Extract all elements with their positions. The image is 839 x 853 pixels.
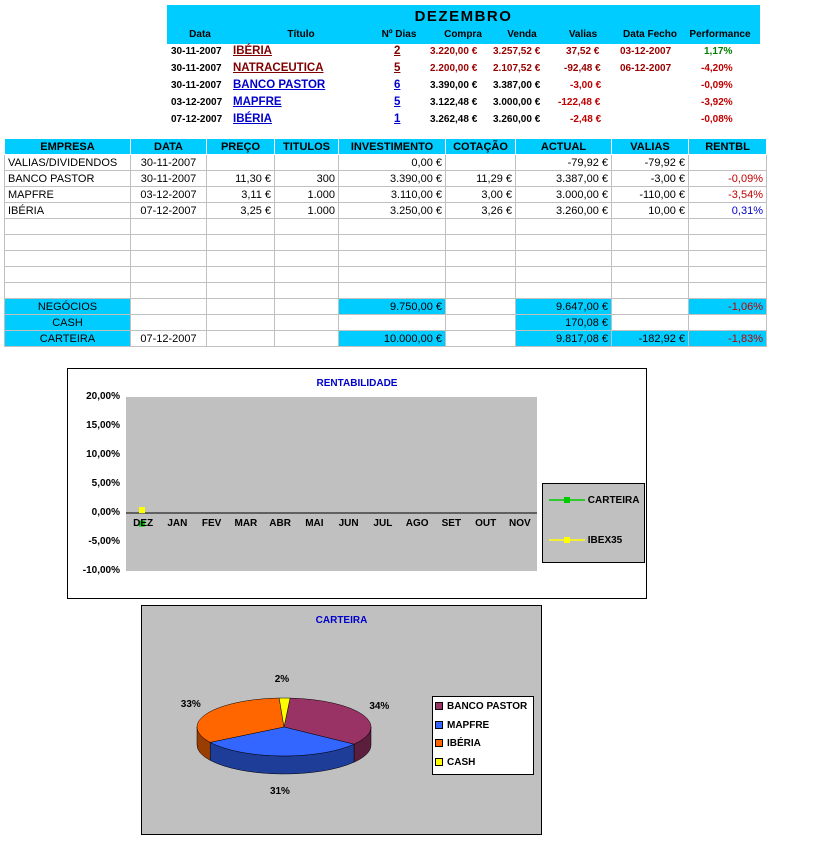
empty-cell[interactable] [5,219,131,235]
cell-rentbl[interactable]: -3,54% [689,187,767,203]
x-tick-label: JUL [373,518,393,529]
cell-investimento[interactable]: 3.250,00 € [339,203,446,219]
trade-close-date: 03-12-2007 [620,46,672,57]
empty-cell[interactable] [131,267,207,283]
empty-cell[interactable] [446,251,516,267]
empty-cell[interactable] [516,267,612,283]
empty-cell[interactable] [516,219,612,235]
x-tick-label: MAI [305,518,324,529]
legend-label: MAPFRE [447,719,490,731]
cell-data[interactable]: 30-11-2007 [131,171,207,187]
col-performance: Performance [689,29,751,40]
y-tick-label: 10,00% [86,449,120,460]
legend-item-banco-pastor [435,701,527,712]
empty-cell[interactable] [275,251,339,267]
trade-buy: 2.200,00 € [430,63,478,74]
table-row [5,155,767,171]
trade-row [167,61,760,78]
legend-item-cash [435,757,475,768]
header-empresa: EMPRESA [5,139,131,155]
empty-cell[interactable] [689,235,767,251]
table-row [5,171,767,187]
trade-date: 30-11-2007 [171,63,222,74]
col-valias: Valias [568,29,598,40]
summary-date[interactable] [131,299,207,315]
empty-cell[interactable] [689,219,767,235]
trade-date: 30-11-2007 [171,80,222,91]
trade-gain: -92,48 € [564,63,601,74]
cell-data[interactable]: 30-11-2007 [131,155,207,171]
trade-date: 03-12-2007 [171,97,223,108]
trade-days-link[interactable]: 5 [394,62,401,74]
header-valias: VALIAS [612,139,689,155]
data-point-ibex35 [139,507,145,513]
cell-valias[interactable]: -79,92 € [612,155,689,171]
legend-item-mapfre [435,720,489,731]
cell-titulos[interactable] [275,155,339,171]
cell-rentbl[interactable] [689,155,767,171]
empty-cell[interactable] [612,219,689,235]
summary-valias[interactable]: -182,92 € [612,331,689,347]
x-tick-label: AGO [405,518,429,529]
cell-empresa[interactable]: VALIAS/DIVIDENDOS [5,155,131,171]
cell-valias[interactable]: 10,00 € [612,203,689,219]
legend-item-carteira [549,495,639,506]
cell-data[interactable]: 07-12-2007 [131,203,207,219]
summary-label[interactable]: CARTEIRA [5,331,131,347]
cell-actual[interactable]: -79,92 € [516,155,612,171]
cell-empresa[interactable]: BANCO PASTOR [5,171,131,187]
trade-sell: 2.107,52 € [493,63,541,74]
cell-titulos[interactable]: 300 [275,171,339,187]
cell-empresa[interactable]: MAPFRE [5,187,131,203]
cell-investimento[interactable]: 3.110,00 € [339,187,446,203]
col-data: Data [189,29,211,40]
carteira-pie-chart[interactable] [141,605,542,835]
cell-preco[interactable] [207,155,275,171]
trade-date: 07-12-2007 [171,114,223,125]
plot-area [126,397,537,571]
col-titulo: Título [287,29,315,40]
trade-perf: -3,92% [701,97,733,108]
trade-perf: 1,17% [704,46,733,57]
summary-row-carteira [5,331,767,347]
portfolio-header-row [5,139,767,155]
empty-cell[interactable] [339,219,446,235]
header-data: DATA [131,139,207,155]
trade-perf: -0,08% [701,114,733,125]
cell-actual[interactable]: 3.260,00 € [516,203,612,219]
legend-label: CARTEIRA [587,495,640,506]
summary-row-negocios [5,299,767,315]
summary-investimento[interactable]: 9.750,00 € [339,299,446,315]
table-row [5,187,767,203]
empty-cell[interactable] [207,267,275,283]
portfolio-table [4,138,767,347]
empty-cell[interactable] [207,219,275,235]
cell-preco[interactable]: 3,25 € [207,203,275,219]
trade-title-link[interactable]: NATRACEUTICA [233,62,324,74]
col-dias: Nº Dias [381,29,417,40]
empty-cell[interactable] [339,267,446,283]
header-investimento: INVESTIMENTO [339,139,446,155]
trade-buy: 3.220,00 € [430,46,478,57]
empty-cell[interactable] [131,251,207,267]
cell-cotacao[interactable] [446,155,516,171]
month-header [167,5,760,44]
summary-valias[interactable] [612,299,689,315]
y-tick-label: 5,00% [91,478,120,489]
trade-gain: 37,52 € [566,46,600,57]
trade-perf: -0,09% [701,80,733,91]
chart-legend [432,696,534,775]
trade-row [167,95,760,112]
summary-investimento[interactable]: 10.000,00 € [339,331,446,347]
col-venda: Venda [507,29,537,40]
empty-cell[interactable] [207,315,275,331]
empty-cell[interactable] [612,283,689,299]
trade-days-link[interactable]: 1 [394,113,401,125]
trade-sell: 3.257,52 € [493,46,541,57]
empty-cell[interactable] [446,331,516,347]
empty-cell[interactable] [5,235,131,251]
pie-pct-label: 33% [180,699,201,711]
empty-cell[interactable] [516,251,612,267]
y-tick-label: -10,00% [82,565,120,576]
cell-data[interactable]: 03-12-2007 [131,187,207,203]
legend-item-ibex35 [549,535,622,546]
empty-cell[interactable] [689,267,767,283]
y-tick-label: 0,00% [91,507,120,518]
pie-svg [142,606,432,834]
header-titulos: TITULOS [275,139,339,155]
cell-valias[interactable]: -3,00 € [612,171,689,187]
trade-title-link[interactable]: IBÉRIA [233,113,272,125]
x-tick-label: NOV [509,518,531,529]
trade-buy: 3.122,48 € [430,97,478,108]
empty-cell[interactable] [446,299,516,315]
empty-cell[interactable] [207,235,275,251]
legend-swatch [435,739,443,747]
empty-cell[interactable] [339,283,446,299]
cell-cotacao[interactable]: 3,26 € [446,203,516,219]
x-tick-label: JUN [338,518,359,529]
trade-title-link[interactable]: BANCO PASTOR [233,79,326,91]
trade-days-link[interactable]: 5 [394,96,401,108]
line-marker-icon [549,536,585,544]
empty-row [5,219,767,235]
empty-cell[interactable] [5,283,131,299]
summary-actual[interactable]: 170,08 € [516,315,612,331]
empty-cell[interactable] [516,283,612,299]
empty-cell[interactable] [275,235,339,251]
pie-pct-label: 2% [274,674,290,685]
trade-row [167,44,760,61]
trade-gain: -3,00 € [570,80,602,91]
x-tick-label: ABR [269,518,291,529]
summary-investimento[interactable] [339,315,446,331]
legend-label: BANCO PASTOR [447,701,528,712]
trade-buy: 3.390,00 € [430,80,478,91]
legend-swatch [435,702,443,710]
summary-actual[interactable]: 9.817,08 € [516,331,612,347]
summary-date[interactable]: 07-12-2007 [131,331,207,347]
cell-cotacao[interactable]: 3,00 € [446,187,516,203]
empty-cell[interactable] [207,251,275,267]
cell-valias[interactable]: -110,00 € [612,187,689,203]
cell-actual[interactable]: 3.000,00 € [516,187,612,203]
empty-cell[interactable] [131,283,207,299]
empty-cell[interactable] [275,299,339,315]
legend-label: IBÉRIA [447,738,481,749]
cell-actual[interactable]: 3.387,00 € [516,171,612,187]
trade-title-link[interactable]: IBÉRIA [233,45,272,57]
cell-investimento[interactable]: 0,00 € [339,155,446,171]
summary-rentbl[interactable]: -1,83% [689,331,767,347]
y-tick-label: 15,00% [86,420,120,431]
empty-cell[interactable] [275,283,339,299]
legend-label: CASH [447,756,476,768]
empty-cell[interactable] [5,251,131,267]
empty-cell[interactable] [516,235,612,251]
empty-cell[interactable] [446,283,516,299]
header-preco: PREÇO [207,139,275,155]
summary-rentbl[interactable] [689,315,767,331]
month-summary-table [167,5,760,129]
table-row [5,203,767,219]
cell-cotacao[interactable]: 11,29 € [446,171,516,187]
empty-cell[interactable] [275,267,339,283]
empty-cell[interactable] [275,315,339,331]
x-tick-label: DEZ [133,518,154,529]
empty-cell[interactable] [446,315,516,331]
cell-preco[interactable]: 3,11 € [207,187,275,203]
cell-rentbl[interactable]: 0,31% [689,203,767,219]
header-cotacao: COTAÇÃO [446,139,516,155]
col-compra: Compra [444,29,482,40]
empty-cell[interactable] [612,251,689,267]
pie-pct-label: 34% [369,701,390,713]
chart-title: RENTABILIDADE [316,378,398,389]
cell-empresa[interactable]: IBÉRIA [5,203,131,219]
cell-rentbl[interactable]: -0,09% [689,171,767,187]
pie-pct-label: 31% [269,785,290,797]
empty-cell[interactable] [131,235,207,251]
empty-cell[interactable] [689,251,767,267]
summary-date[interactable] [131,315,207,331]
y-tick-label: -5,00% [88,536,120,547]
col-data-fecho: Data Fecho [623,29,677,40]
trade-days-link[interactable]: 2 [394,45,401,57]
legend-label: IBEX35 [587,535,623,546]
summary-actual[interactable]: 9.647,00 € [516,299,612,315]
summary-label[interactable]: CASH [5,315,131,331]
cell-titulos[interactable]: 1.000 [275,203,339,219]
trade-buy: 3.262,48 € [430,114,478,125]
empty-cell[interactable] [275,331,339,347]
empty-cell[interactable] [446,219,516,235]
empty-row [5,235,767,251]
x-tick-label: MAR [234,518,258,529]
empty-cell[interactable] [207,331,275,347]
empty-row [5,267,767,283]
trade-row [167,112,760,129]
trade-title-link[interactable]: MAPFRE [233,96,282,108]
trade-perf: -4,20% [701,63,733,74]
empty-row [5,283,767,299]
cell-investimento[interactable]: 3.390,00 € [339,171,446,187]
plot-svg [126,397,537,571]
empty-cell[interactable] [131,219,207,235]
trade-row [167,78,760,95]
empty-row [5,251,767,267]
trade-close-date: 06-12-2007 [620,63,672,74]
x-tick-label: JAN [167,518,188,529]
legend-item-ibéria [435,738,481,749]
trade-sell: 3.000,00 € [493,97,541,108]
empty-cell[interactable] [5,267,131,283]
empty-cell[interactable] [207,299,275,315]
empty-cell[interactable] [339,251,446,267]
summary-rentbl[interactable]: -1,06% [689,299,767,315]
empty-cell[interactable] [207,283,275,299]
empty-cell[interactable] [689,283,767,299]
cell-titulos[interactable]: 1.000 [275,187,339,203]
summary-valias[interactable] [612,315,689,331]
empty-cell[interactable] [612,267,689,283]
empty-cell[interactable] [446,267,516,283]
x-tick-label: OUT [475,518,497,529]
line-marker-icon [549,496,585,504]
chart-legend [542,483,645,563]
chart-title: CARTEIRA [315,615,368,626]
empty-cell[interactable] [612,235,689,251]
header-rentbl: RENTBL [689,139,767,155]
rentabilidade-chart[interactable] [67,368,647,599]
legend-swatch [435,721,443,729]
x-tick-label: SET [441,518,462,529]
trade-days-link[interactable]: 6 [394,79,401,91]
trade-gain: -122,48 € [558,97,601,108]
legend-swatch [435,758,443,766]
x-tick-label: FEV [201,518,222,529]
empty-cell[interactable] [275,219,339,235]
month-title: DEZEMBRO [414,8,513,25]
empty-cell[interactable] [446,235,516,251]
trade-sell: 3.260,00 € [493,114,541,125]
trade-sell: 3.387,00 € [493,80,541,91]
y-tick-label: 20,00% [86,391,120,402]
empty-cell[interactable] [339,235,446,251]
summary-row-cash [5,315,767,331]
summary-label[interactable]: NEGÓCIOS [5,299,131,315]
header-actual: ACTUAL [516,139,612,155]
cell-preco[interactable]: 11,30 € [207,171,275,187]
trade-date: 30-11-2007 [171,46,222,57]
trade-gain: -2,48 € [570,114,602,125]
